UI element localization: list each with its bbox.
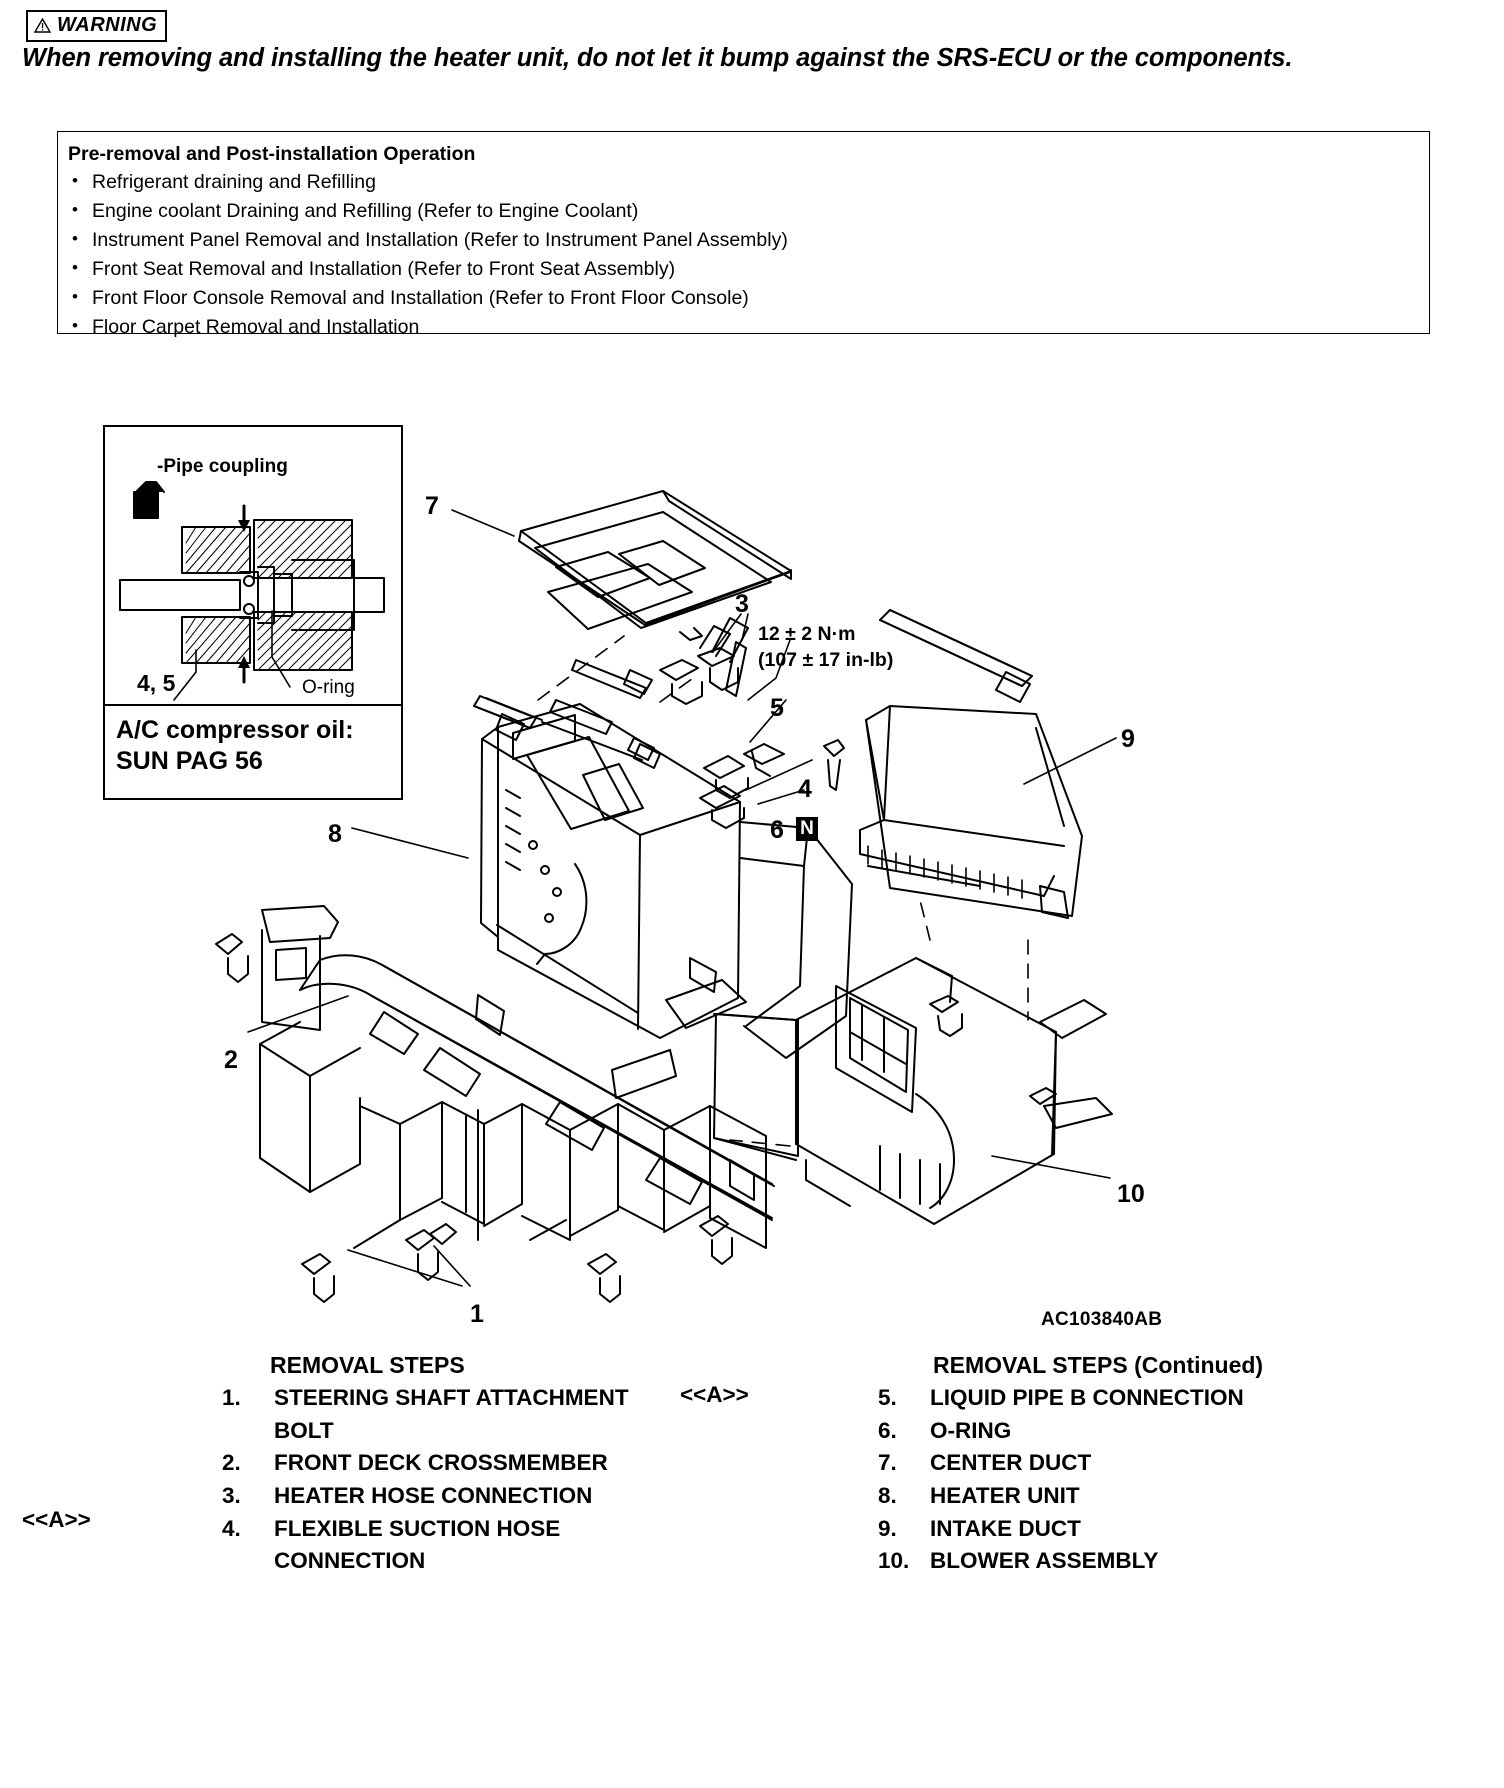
list-item: [878, 1415, 1378, 1448]
pre-removal-title: Pre-removal and Post-installation Operation: [68, 143, 476, 165]
list-item: • Front Floor Console Removal and Installation (Refer to Front Floor Console): [92, 284, 788, 313]
step-number: 9.: [878, 1515, 897, 1541]
list-item: [222, 1480, 692, 1513]
callout-4-5: 4, 5: [137, 670, 176, 696]
step-number: 7.: [878, 1450, 897, 1476]
step-text: O-RING: [930, 1417, 1012, 1443]
a-reference-top: <<A>>: [680, 1382, 749, 1407]
callout-2: 2: [224, 1046, 238, 1074]
callout-9: 9: [1121, 725, 1135, 753]
step-text: STEERING SHAFT ATTACHMENT BOLT: [274, 1385, 629, 1443]
callout-6: 6: [770, 816, 784, 844]
step-number: 8.: [878, 1482, 897, 1508]
step-number: 1.: [222, 1385, 241, 1410]
removal-steps-list-right: [878, 1382, 1378, 1578]
removal-steps-list-left: [222, 1382, 692, 1578]
legend-divider: [105, 704, 401, 706]
step-text: LIQUID PIPE B CONNECTION: [930, 1385, 1244, 1410]
callout-1: 1: [470, 1300, 484, 1328]
callout-8: 8: [328, 820, 342, 848]
removal-steps-title: REMOVAL STEPS: [270, 1352, 465, 1378]
oil-label-line2: SUN PAG 56: [116, 747, 263, 776]
heater-hose-and-pipes: [474, 610, 1056, 1104]
step-text: HEATER UNIT: [930, 1482, 1080, 1508]
list-item: [222, 1447, 692, 1480]
front-deck-crossmember-part: [260, 906, 774, 1248]
step-text: FLEXIBLE SUCTION HOSE CONNECTION: [274, 1515, 561, 1574]
compressor-oil-label: [116, 715, 354, 778]
a-reference-left: <<A>>: [22, 1507, 91, 1532]
attachment-bolts-group: [216, 934, 732, 1302]
step-text: INTAKE DUCT: [930, 1515, 1081, 1541]
callout-3: 3: [735, 590, 749, 618]
torque-line-1: 12 ± 2 N·m: [758, 623, 856, 645]
center-duct-part: [519, 491, 791, 640]
list-item: [222, 1382, 692, 1447]
step-number: 4.: [222, 1515, 241, 1541]
warning-label: WARNING: [57, 14, 158, 36]
list-item: • Front Seat Removal and Installation (Refer to Front Seat Assembly): [92, 255, 788, 284]
oil-label-line1: A/C compressor oil:: [116, 716, 354, 744]
step-text: CENTER DUCT: [930, 1450, 1092, 1476]
pipe-coupling-legend-box: [103, 425, 403, 800]
pipe-coupling-label: -Pipe coupling: [157, 456, 288, 477]
warning-text: When removing and installing the heater unit, do not let it bump against the SRS-ECU or the components.: [22, 44, 1293, 72]
warning-header: [26, 10, 167, 42]
list-item: [878, 1513, 1378, 1546]
step-number: 5.: [878, 1385, 897, 1410]
step-text: HEATER HOSE CONNECTION: [274, 1482, 593, 1508]
torque-line-2: (107 ± 17 in-lb): [758, 648, 894, 671]
blower-assembly-part: [714, 958, 1112, 1224]
callout-10: 10: [1117, 1180, 1145, 1208]
list-item: [878, 1480, 1378, 1513]
torque-spec: [758, 622, 893, 673]
step-number: 2.: [222, 1450, 241, 1476]
list-item: • Refrigerant draining and Refilling: [92, 168, 788, 197]
list-item: [878, 1382, 1378, 1415]
callout-5: 5: [770, 694, 784, 722]
list-item: [878, 1447, 1378, 1480]
n-badge-icon: N: [796, 817, 818, 841]
list-item: • Floor Carpet Removal and Installation: [92, 313, 788, 342]
figure-code: AC103840AB: [1041, 1309, 1163, 1330]
o-ring-label: O-ring: [302, 677, 355, 698]
list-item: • Instrument Panel Removal and Installation (Refer to Instrument Panel Assembly): [92, 226, 788, 255]
callout-7: 7: [425, 492, 439, 520]
removal-steps-continued-title: REMOVAL STEPS (Continued): [933, 1352, 1264, 1378]
pre-removal-list: [70, 168, 788, 342]
warning-triangle-icon: [34, 18, 51, 33]
list-item: [222, 1513, 692, 1578]
list-item: [878, 1545, 1378, 1578]
list-item: • Engine coolant Draining and Refilling (Refer to Engine Coolant): [92, 197, 788, 226]
intake-duct-part: [860, 706, 1082, 918]
pre-removal-operations-box: [57, 131, 1430, 338]
step-number: 6.: [878, 1417, 897, 1443]
step-text: FRONT DECK CROSSMEMBER: [274, 1450, 608, 1476]
step-text: BLOWER ASSEMBLY: [930, 1548, 1159, 1574]
heater-unit-part: [476, 704, 852, 1098]
callout-4: 4: [798, 775, 812, 803]
step-number: 3.: [222, 1482, 241, 1508]
warning-badge: [26, 10, 167, 42]
step-number: 10.: [878, 1548, 910, 1574]
